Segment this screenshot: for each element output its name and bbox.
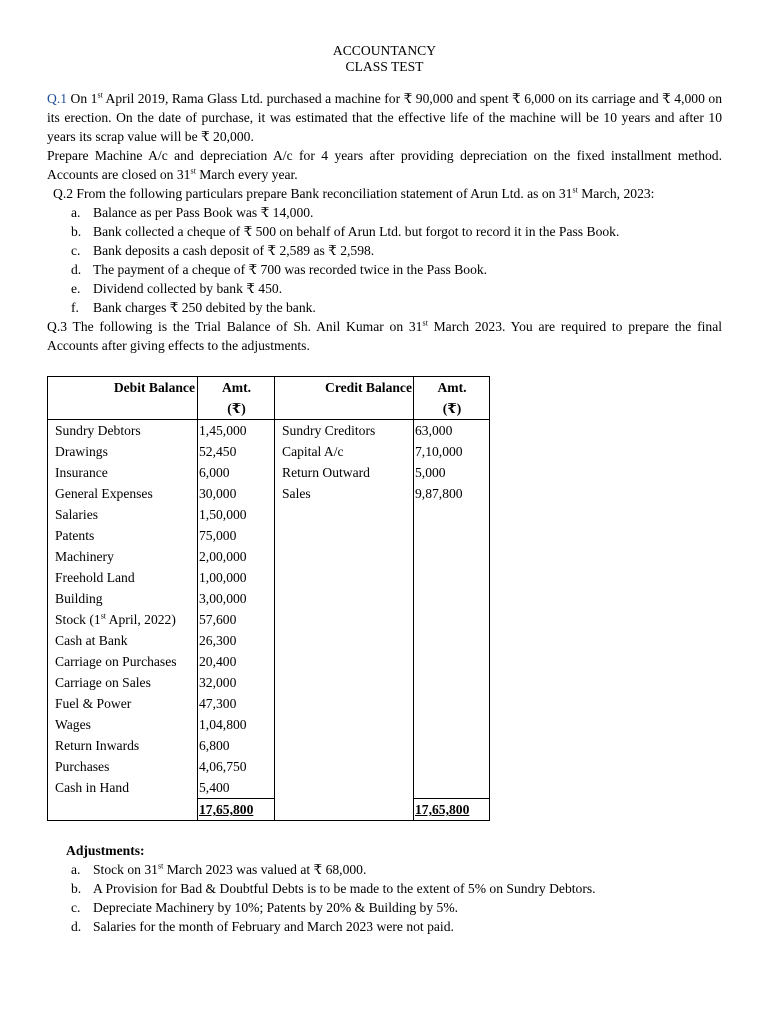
- debit-account: Carriage on Purchases: [48, 651, 198, 672]
- debit-amount: 6,800: [198, 735, 275, 756]
- total-credit: 17,65,800: [414, 799, 490, 821]
- debit-amount: 57,600: [198, 609, 275, 630]
- debit-account: Drawings: [48, 441, 198, 462]
- credit-amount: [414, 567, 490, 588]
- credit-account: [275, 504, 414, 525]
- title-subject: ACCOUNTANCY: [332, 43, 437, 58]
- credit-account: [275, 546, 414, 567]
- list-item: d. The payment of a cheque of ₹ 700 was recorded twice in the Pass Book.: [71, 262, 488, 277]
- debit-amount: 20,400: [198, 651, 275, 672]
- credit-account: [275, 525, 414, 546]
- debit-account: Purchases: [48, 756, 198, 777]
- credit-amount: [414, 735, 490, 756]
- adjustments-list: [47, 860, 722, 936]
- debit-amount: 32,000: [198, 672, 275, 693]
- total-debit: 17,65,800: [198, 799, 275, 821]
- debit-account: Building: [48, 588, 198, 609]
- table-row: [48, 609, 490, 630]
- question-2-number: Q.2: [53, 186, 74, 201]
- debit-amount: 30,000: [198, 483, 275, 504]
- table-row: [48, 567, 490, 588]
- credit-account: [275, 609, 414, 630]
- table-row: [48, 462, 490, 483]
- document-page: [47, 43, 722, 936]
- header-amount-debit: Amt. (₹): [198, 377, 275, 420]
- debit-amount: 1,04,800: [198, 714, 275, 735]
- title-test: CLASS TEST: [345, 59, 424, 74]
- credit-amount: 63,000: [414, 420, 490, 442]
- credit-account: [275, 735, 414, 756]
- adjustments-heading: Adjustments:: [66, 843, 145, 858]
- list-item: c. Depreciate Machinery by 10%; Patents by 20% & Building by 5%.: [71, 900, 459, 915]
- credit-account: Sundry Creditors: [275, 420, 414, 442]
- list-item: a. Stock on 31st March 2023 was valued at ₹ 68,000.: [71, 861, 367, 877]
- debit-account: Carriage on Sales: [48, 672, 198, 693]
- credit-account: Return Outward: [275, 462, 414, 483]
- credit-amount: [414, 672, 490, 693]
- debit-account: Sundry Debtors: [48, 420, 198, 442]
- debit-account: Cash in Hand: [48, 777, 198, 799]
- list-item: c. Bank deposits a cash deposit of ₹ 2,589 as ₹ 2,598.: [71, 243, 375, 258]
- question-3-number: Q.3: [47, 319, 68, 334]
- table-row: [48, 714, 490, 735]
- table-row: [48, 693, 490, 714]
- debit-amount: 52,450: [198, 441, 275, 462]
- credit-account: [275, 777, 414, 799]
- table-row: [48, 777, 490, 799]
- debit-account: Fuel & Power: [48, 693, 198, 714]
- debit-amount: 6,000: [198, 462, 275, 483]
- credit-amount: [414, 588, 490, 609]
- header-credit-balance: Credit Balance: [275, 377, 414, 420]
- table-row: [48, 483, 490, 504]
- question-1-instruction: Prepare Machine A/c and depreciation A/c for 4 years after providing depreciation on the fixed installment method. Accounts are closed on 31st March every year.: [47, 148, 722, 182]
- debit-amount: 26,300: [198, 630, 275, 651]
- list-item: f. Bank charges ₹ 250 debited by the bank.: [71, 300, 316, 315]
- credit-account: Sales: [275, 483, 414, 504]
- debit-amount: 2,00,000: [198, 546, 275, 567]
- credit-amount: 7,10,000: [414, 441, 490, 462]
- table-row: [48, 735, 490, 756]
- list-item: a. Balance as per Pass Book was ₹ 14,000.: [71, 205, 314, 220]
- debit-amount: 3,00,000: [198, 588, 275, 609]
- debit-amount: 5,400: [198, 777, 275, 799]
- credit-account: [275, 672, 414, 693]
- table-total-row: [48, 799, 490, 821]
- debit-account: Stock (1st April, 2022): [48, 609, 198, 630]
- list-item: e. Dividend collected by bank ₹ 450.: [71, 281, 283, 296]
- credit-amount: [414, 609, 490, 630]
- debit-amount: 4,06,750: [198, 756, 275, 777]
- question-1-number: Q.1: [47, 91, 68, 106]
- debit-amount: 1,50,000: [198, 504, 275, 525]
- credit-amount: [414, 546, 490, 567]
- header-debit-balance: Debit Balance: [48, 377, 198, 420]
- credit-account: [275, 588, 414, 609]
- credit-amount: 9,87,800: [414, 483, 490, 504]
- table-row: [48, 546, 490, 567]
- question-2-list: [47, 203, 722, 317]
- credit-account: [275, 651, 414, 672]
- credit-amount: 5,000: [414, 462, 490, 483]
- table-row: [48, 504, 490, 525]
- credit-account: [275, 756, 414, 777]
- debit-account: Cash at Bank: [48, 630, 198, 651]
- credit-amount: [414, 714, 490, 735]
- trial-balance-table: [47, 376, 490, 821]
- credit-amount: [414, 504, 490, 525]
- list-item: b. A Provision for Bad & Doubtful Debts is to be made to the extent of 5% on Sundry Debtors.: [71, 881, 596, 896]
- credit-account: [275, 630, 414, 651]
- debit-account: Wages: [48, 714, 198, 735]
- table-row: [48, 756, 490, 777]
- debit-account: Insurance: [48, 462, 198, 483]
- table-row: [48, 672, 490, 693]
- debit-account: Patents: [48, 525, 198, 546]
- debit-account: Return Inwards: [48, 735, 198, 756]
- debit-amount: 1,45,000: [198, 420, 275, 442]
- debit-account: Machinery: [48, 546, 198, 567]
- credit-amount: [414, 777, 490, 799]
- table-body: [48, 420, 490, 799]
- credit-amount: [414, 756, 490, 777]
- debit-account: General Expenses: [48, 483, 198, 504]
- credit-account: [275, 693, 414, 714]
- table-row: [48, 588, 490, 609]
- debit-amount: 75,000: [198, 525, 275, 546]
- credit-amount: [414, 693, 490, 714]
- debit-account: Salaries: [48, 504, 198, 525]
- list-item: d. Salaries for the month of February and March 2023 were not paid.: [71, 919, 454, 934]
- credit-amount: [414, 525, 490, 546]
- credit-account: Capital A/c: [275, 441, 414, 462]
- debit-amount: 47,300: [198, 693, 275, 714]
- list-item: b. Bank collected a cheque of ₹ 500 on behalf of Arun Ltd. but forgot to record it in the Pass Book.: [71, 224, 620, 239]
- header-amount-credit: Amt. (₹): [414, 377, 490, 420]
- debit-amount: 1,00,000: [198, 567, 275, 588]
- table-row: [48, 630, 490, 651]
- table-row: [48, 441, 490, 462]
- table-row: [48, 525, 490, 546]
- question-2: Q.2 From the following particulars prepare Bank reconciliation statement of Arun Ltd. as on 31st March, 2023:: [53, 185, 655, 201]
- credit-account: [275, 567, 414, 588]
- question-3: Q.3 The following is the Trial Balance of Sh. Anil Kumar on 31st March 2023. You are required to prepare the final Accounts after giving effects to the adjustments.: [47, 318, 723, 353]
- credit-amount: [414, 651, 490, 672]
- table-row: [48, 420, 490, 442]
- table-row: [48, 651, 490, 672]
- debit-account: Freehold Land: [48, 567, 198, 588]
- credit-account: [275, 714, 414, 735]
- table-header-row: [48, 377, 490, 420]
- credit-amount: [414, 630, 490, 651]
- question-1: Q.1 On 1st April 2019, Rama Glass Ltd. purchased a machine for ₹ 90,000 and spent ₹ 6,000 on its carriage and ₹ 4,000 on its erection. On the date of purchase, it was estimated that the effective life of the machine will be 10 years and after 10 years its scrap value will be ₹ 20,000.: [47, 90, 722, 144]
